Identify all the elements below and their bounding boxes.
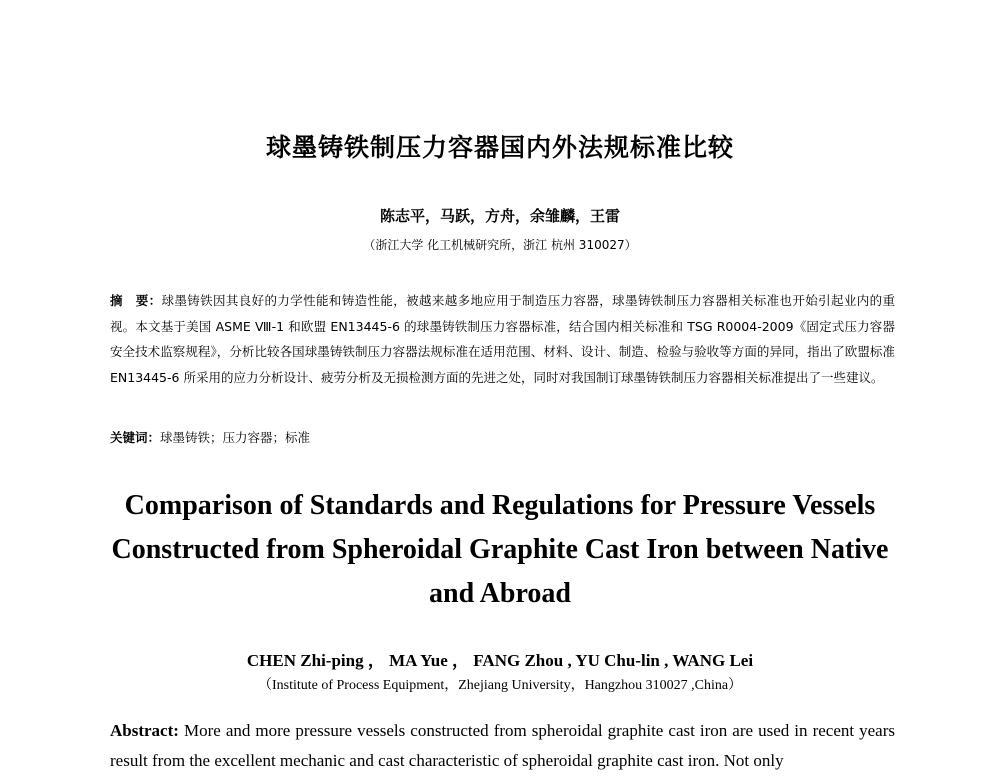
english-abstract bbox=[110, 716, 895, 776]
english-affiliation: （Institute of Process Equipment，Zhejiang University，Hangzhou 310027 ,China） bbox=[257, 678, 743, 693]
chinese-keywords bbox=[110, 428, 895, 446]
english-abstract-label: Abstract: bbox=[110, 721, 179, 740]
chinese-abstract-label: 摘 要： bbox=[110, 293, 162, 308]
chinese-title: 球墨铸铁制压力容器国内外法规标准比较 bbox=[265, 133, 734, 162]
chinese-abstract-text: 球墨铸铁因其良好的力学性能和铸造性能，被越来越多地应用于制造压力容器，球墨铸铁制压力容器相关标准也开始引起业内的重视。本文基于美国 ASME Ⅷ-1 和欧盟 EN13445-6 的球墨铸铁制压力容器标准，结合国内相关标准和 TSG R0004-2009《固定式压力容器安全技术监察规程》，分析比较各国球墨铸铁制压力容器法规标准在适用范围、材料、设计、制造、检验与验收等方面的异同，指出了欧盟标准 EN13445-6 所采用的应力分析设计、疲劳分析及无损检测方面的先进之处，同时对我国制订球墨铸铁制压力容器相关标准提出了一些建议。 bbox=[110, 293, 895, 385]
english-abstract-text: More and more pressure vessels constructed from spheroidal graphite cast iron are used in recent years result from the excellent mechanic and cast characteristic of spheroidal graphite cast iron. Not only bbox=[110, 721, 896, 770]
english-authors: CHEN Zhi-ping ， MA Yue ， FANG Zhou , YU Chu-lin , WANG Lei bbox=[246, 651, 754, 670]
chinese-abstract bbox=[110, 288, 895, 390]
chinese-authors: 陈志平，马跃，方舟，余雏麟，王雷 bbox=[379, 207, 620, 225]
english-title-line: Constructed from Spheroidal Graphite Cast Iron between Native bbox=[111, 534, 889, 565]
english-title-line: and Abroad bbox=[429, 578, 571, 609]
chinese-affiliation: （浙江大学 化工机械研究所，浙江 杭州 310027） bbox=[363, 238, 637, 252]
chinese-keywords-label: 关键词： bbox=[110, 430, 161, 445]
english-title bbox=[0, 484, 1000, 616]
chinese-keywords-text: 球墨铸铁；压力容器；标准 bbox=[160, 430, 311, 445]
english-title-line: Comparison of Standards and Regulations for Pressure Vessels bbox=[124, 490, 876, 521]
